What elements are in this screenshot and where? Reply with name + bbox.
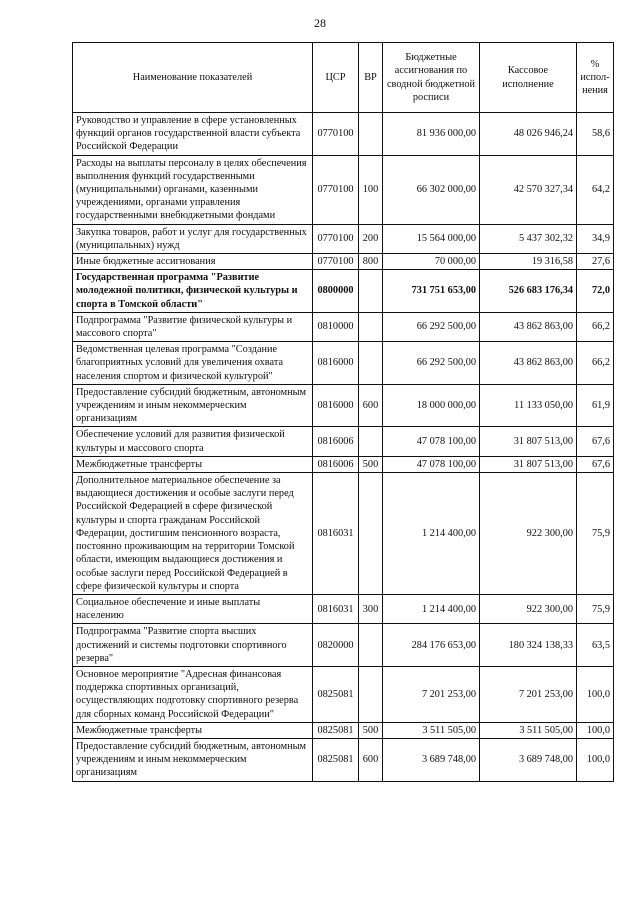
row-percent: 63,5 [577, 624, 614, 667]
row-code: 0816000 [313, 342, 359, 385]
row-percent: 75,9 [577, 594, 614, 623]
row-allocation: 731 751 653,00 [383, 270, 480, 313]
row-execution: 526 683 176,34 [480, 270, 577, 313]
table-row [73, 666, 614, 722]
row-allocation: 1 214 400,00 [383, 473, 480, 595]
table-row [73, 270, 614, 313]
table-row [73, 254, 614, 270]
row-percent: 66,2 [577, 342, 614, 385]
row-execution: 19 316,58 [480, 254, 577, 270]
header-execution: Кассовое исполнение [480, 43, 577, 113]
header-percent: % испол-нения [577, 43, 614, 113]
row-code: 0820000 [313, 624, 359, 667]
table-row [73, 473, 614, 595]
row-allocation: 3 511 505,00 [383, 722, 480, 738]
row-vr: 500 [359, 722, 383, 738]
row-execution: 7 201 253,00 [480, 666, 577, 722]
table-body [73, 113, 614, 782]
row-name: Закупка товаров, работ и услуг для государственных (муниципальных) нужд [73, 224, 313, 253]
row-execution: 5 437 302,32 [480, 224, 577, 253]
row-vr: 100 [359, 155, 383, 224]
row-code: 0816031 [313, 594, 359, 623]
table-row [73, 312, 614, 341]
row-allocation: 7 201 253,00 [383, 666, 480, 722]
row-allocation: 15 564 000,00 [383, 224, 480, 253]
row-percent: 64,2 [577, 155, 614, 224]
row-percent: 67,6 [577, 456, 614, 472]
row-vr [359, 473, 383, 595]
row-allocation: 47 078 100,00 [383, 456, 480, 472]
row-name: Предоставление субсидий бюджетным, автономным учреждениям и иным некоммерческим организациям [73, 738, 313, 781]
row-name: Основное мероприятие "Адресная финансовая поддержка спортивных организаций, осуществляющих подготовку спортивного резерва для сборных команд Российской Федерации" [73, 666, 313, 722]
row-vr [359, 113, 383, 156]
row-allocation: 47 078 100,00 [383, 427, 480, 456]
row-vr: 800 [359, 254, 383, 270]
row-name: Ведомственная целевая программа "Создание благоприятных условий для увеличения охвата населения спортом и физической культурой" [73, 342, 313, 385]
row-code: 0825081 [313, 738, 359, 781]
row-code: 0816031 [313, 473, 359, 595]
page-number: 28 [314, 16, 326, 30]
row-code: 0800000 [313, 270, 359, 313]
row-execution: 3 689 748,00 [480, 738, 577, 781]
row-execution: 43 862 863,00 [480, 342, 577, 385]
row-name: Государственная программа "Развитие молодежной политики, физической культуры и спорта в Томской области" [73, 270, 313, 313]
header-name: Наименование показателей [73, 43, 313, 113]
row-code: 0770100 [313, 224, 359, 253]
row-percent: 66,2 [577, 312, 614, 341]
row-vr: 600 [359, 384, 383, 427]
row-percent: 27,6 [577, 254, 614, 270]
row-vr: 300 [359, 594, 383, 623]
table-header-row [73, 43, 614, 113]
row-vr: 200 [359, 224, 383, 253]
row-code: 0825081 [313, 666, 359, 722]
table-row [73, 342, 614, 385]
row-percent: 67,6 [577, 427, 614, 456]
row-name: Социальное обеспечение и иные выплаты населению [73, 594, 313, 623]
row-percent: 61,9 [577, 384, 614, 427]
row-allocation: 81 936 000,00 [383, 113, 480, 156]
row-code: 0816006 [313, 427, 359, 456]
table-row [73, 624, 614, 667]
row-execution: 48 026 946,24 [480, 113, 577, 156]
header-allocation: Бюджетные ассигнования по сводной бюджетной росписи [383, 43, 480, 113]
row-percent: 100,0 [577, 666, 614, 722]
row-code: 0770100 [313, 113, 359, 156]
row-vr [359, 624, 383, 667]
row-name: Подпрограмма "Развитие физической культуры и массового спорта" [73, 312, 313, 341]
row-vr: 600 [359, 738, 383, 781]
row-execution: 11 133 050,00 [480, 384, 577, 427]
row-code: 0816006 [313, 456, 359, 472]
row-execution: 922 300,00 [480, 473, 577, 595]
row-code: 0770100 [313, 254, 359, 270]
row-allocation: 66 302 000,00 [383, 155, 480, 224]
row-percent: 34,9 [577, 224, 614, 253]
row-percent: 58,6 [577, 113, 614, 156]
budget-table [72, 42, 614, 782]
row-percent: 75,9 [577, 473, 614, 595]
row-name: Обеспечение условий для развития физической культуры и массового спорта [73, 427, 313, 456]
row-allocation: 3 689 748,00 [383, 738, 480, 781]
row-allocation: 66 292 500,00 [383, 312, 480, 341]
row-name: Подпрограмма "Развитие спорта высших достижений и системы подготовки спортивного резерва" [73, 624, 313, 667]
row-percent: 100,0 [577, 738, 614, 781]
row-execution: 31 807 513,00 [480, 456, 577, 472]
row-name: Руководство и управление в сфере установленных функций органов государственной власти субъекта Российской Федерации [73, 113, 313, 156]
table-row [73, 427, 614, 456]
row-execution: 3 511 505,00 [480, 722, 577, 738]
row-vr [359, 666, 383, 722]
table-row [73, 155, 614, 224]
table-row [73, 384, 614, 427]
table-row [73, 738, 614, 781]
table-row [73, 113, 614, 156]
row-percent: 100,0 [577, 722, 614, 738]
row-code: 0816000 [313, 384, 359, 427]
row-vr [359, 342, 383, 385]
row-execution: 43 862 863,00 [480, 312, 577, 341]
row-name: Межбюджетные трансферты [73, 722, 313, 738]
row-vr [359, 427, 383, 456]
row-vr [359, 312, 383, 341]
row-name: Межбюджетные трансферты [73, 456, 313, 472]
row-vr [359, 270, 383, 313]
row-name: Дополнительное материальное обеспечение за выдающиеся достижения и особые заслуги перед Российской Федерацией в сфере физической культуры и спорта гражданам Российской Федерации, достигшим пенсионного возраста, постоянно проживающим на территории Томской области, имеющим выдающиеся достижения и особые заслуги перед Российской Федерацией в сфере физической культуры и спорта [73, 473, 313, 595]
row-allocation: 284 176 653,00 [383, 624, 480, 667]
row-allocation: 18 000 000,00 [383, 384, 480, 427]
table-row [73, 456, 614, 472]
row-percent: 72,0 [577, 270, 614, 313]
row-name: Расходы на выплаты персоналу в целях обеспечения выполнения функций государственными (муниципальными) органами, казенными учреждениями, органами управления государственными внебюджетными фондами [73, 155, 313, 224]
row-allocation: 1 214 400,00 [383, 594, 480, 623]
row-execution: 180 324 138,33 [480, 624, 577, 667]
table-row [73, 594, 614, 623]
row-vr: 500 [359, 456, 383, 472]
row-execution: 31 807 513,00 [480, 427, 577, 456]
row-code: 0770100 [313, 155, 359, 224]
row-name: Иные бюджетные ассигнования [73, 254, 313, 270]
header-vr: ВР [359, 43, 383, 113]
header-code: ЦСР [313, 43, 359, 113]
row-allocation: 70 000,00 [383, 254, 480, 270]
row-execution: 922 300,00 [480, 594, 577, 623]
table-row [73, 224, 614, 253]
row-allocation: 66 292 500,00 [383, 342, 480, 385]
table-row [73, 722, 614, 738]
row-execution: 42 570 327,34 [480, 155, 577, 224]
row-code: 0825081 [313, 722, 359, 738]
row-name: Предоставление субсидий бюджетным, автономным учреждениям и иным некоммерческим организациям [73, 384, 313, 427]
row-code: 0810000 [313, 312, 359, 341]
